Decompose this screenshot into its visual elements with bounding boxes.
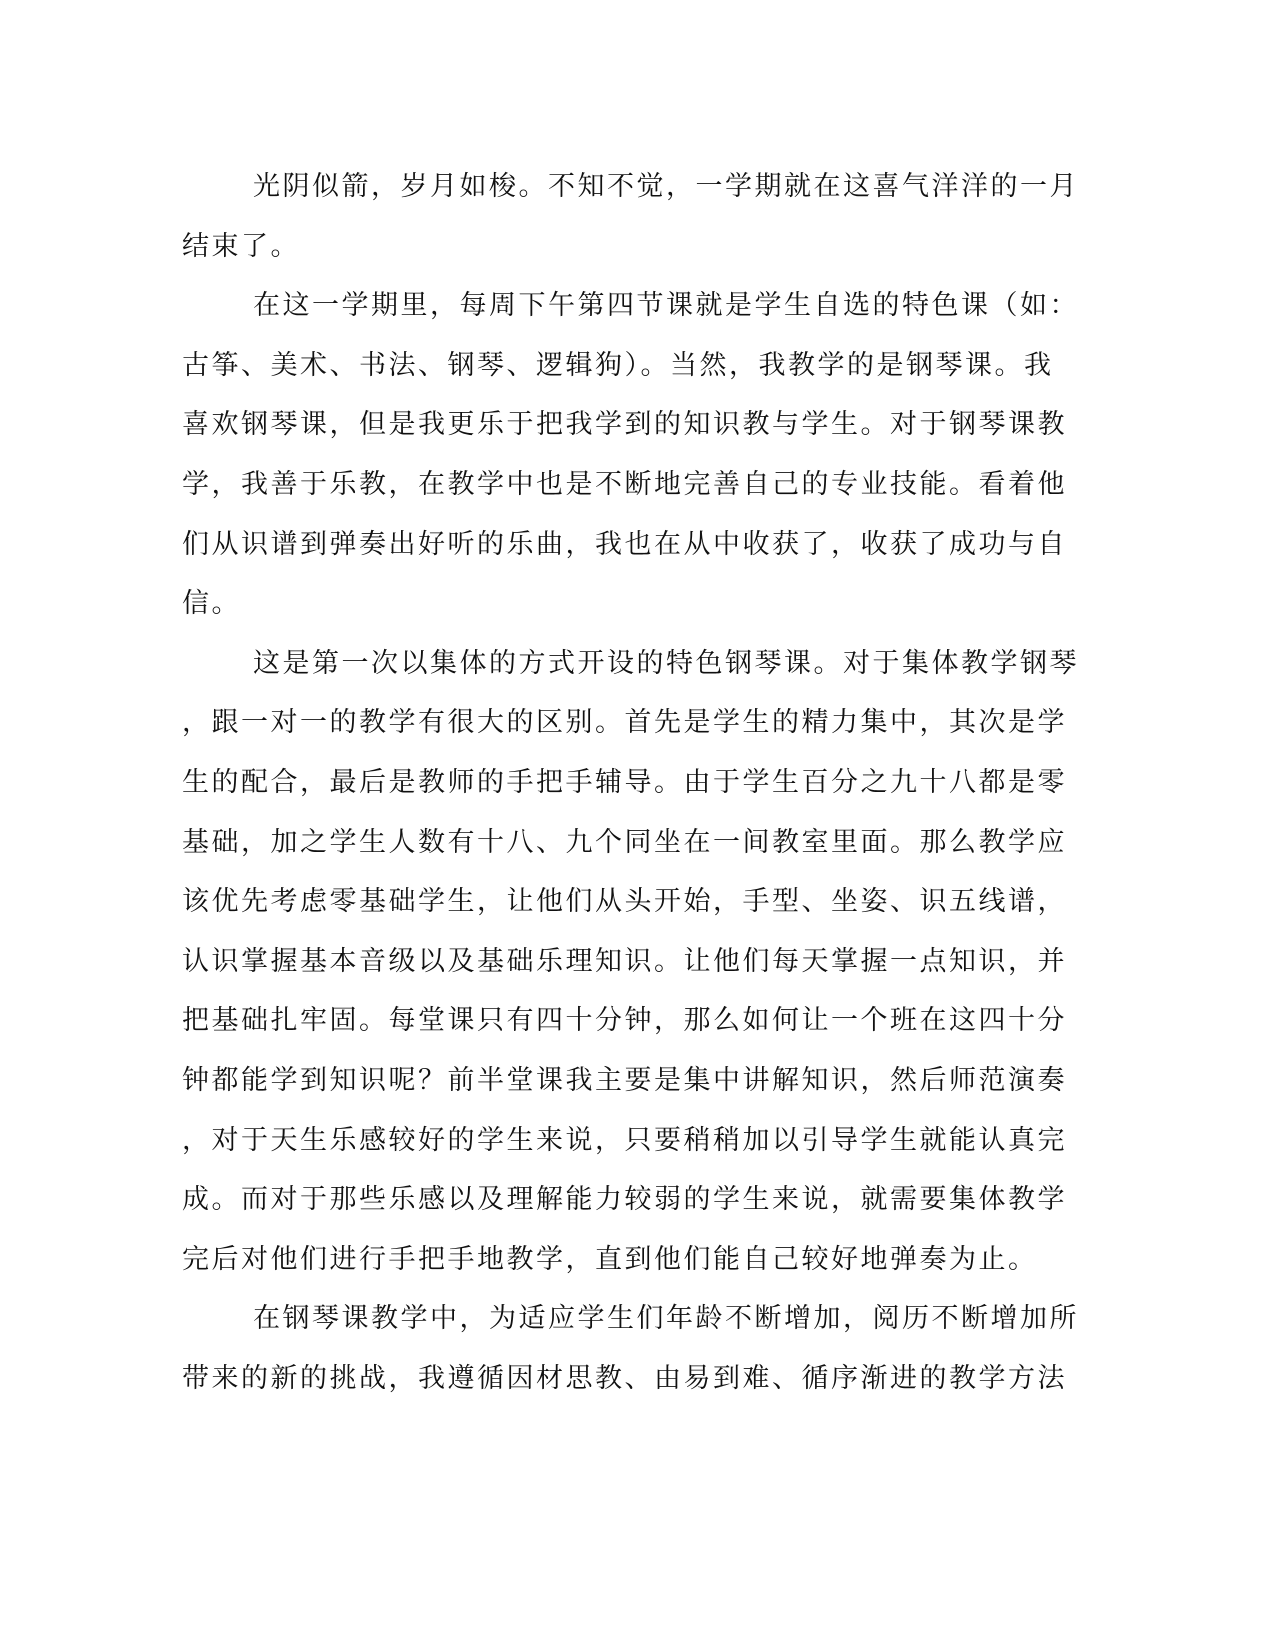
text-line: 把基础扎牢固。每堂课只有四十分钟，那么如何让一个班在这四十分 <box>182 1005 1067 1037</box>
text-line: 钟都能学到知识呢？前半堂课我主要是集中讲解知识，然后师范演奏 <box>182 1064 1067 1096</box>
text-line: 结束了。 <box>182 230 300 262</box>
text-line: 喜欢钢琴课，但是我更乐于把我学到的知识教与学生。对于钢琴课教 <box>182 409 1067 441</box>
text-line: 该优先考虑零基础学生，让他们从头开始，手型、坐姿、识五线谱， <box>182 886 1067 918</box>
text-line: ，跟一对一的教学有很大的区别。首先是学生的精力集中，其次是学 <box>182 707 1067 739</box>
text-line: 认识掌握基本音级以及基础乐理知识。让他们每天掌握一点知识，并 <box>182 945 1067 977</box>
text-line: 在钢琴课教学中，为适应学生们年龄不断增加，阅历不断增加所 <box>253 1303 1079 1335</box>
paragraph-1 <box>182 157 1079 276</box>
paragraph-2 <box>182 276 1079 634</box>
text-line: 成。而对于那些乐感以及理解能力较弱的学生来说，就需要集体教学 <box>182 1184 1067 1216</box>
body-text <box>182 157 1079 1408</box>
text-line: 们从识谱到弹奏出好听的乐曲，我也在从中收获了，收获了成功与自 <box>182 528 1067 560</box>
text-line: 这是第一次以集体的方式开设的特色钢琴课。对于集体教学钢琴 <box>253 647 1079 679</box>
text-line: ，对于天生乐感较好的学生来说，只要稍稍加以引导学生就能认真完 <box>182 1124 1067 1156</box>
text-line: 学，我善于乐教，在教学中也是不断地完善自己的专业技能。看着他 <box>182 468 1067 500</box>
text-line: 光阴似箭，岁月如梭。不知不觉，一学期就在这喜气洋洋的一月 <box>253 171 1079 202</box>
text-line: 生的配合，最后是教师的手把手辅导。由于学生百分之九十八都是零 <box>182 766 1067 798</box>
paragraph-3 <box>182 634 1079 1290</box>
text-line: 完后对他们进行手把手地教学，直到他们能自己较好地弹奏为止。 <box>182 1243 1038 1275</box>
text-line: 基础，加之学生人数有十八、九个同坐在一间教室里面。那么教学应 <box>182 826 1067 858</box>
text-line: 带来的新的挑战，我遵循因材思教、由易到难、循序渐进的教学方法 <box>182 1362 1067 1394</box>
text-line: 古筝、美术、书法、钢琴、逻辑狗）。当然，我教学的是钢琴课。我 <box>182 349 1054 381</box>
paragraph-4 <box>182 1289 1079 1408</box>
text-line: 在这一学期里，每周下午第四节课就是学生自选的特色课（如： <box>253 290 1079 322</box>
text-line: 信。 <box>182 588 241 620</box>
